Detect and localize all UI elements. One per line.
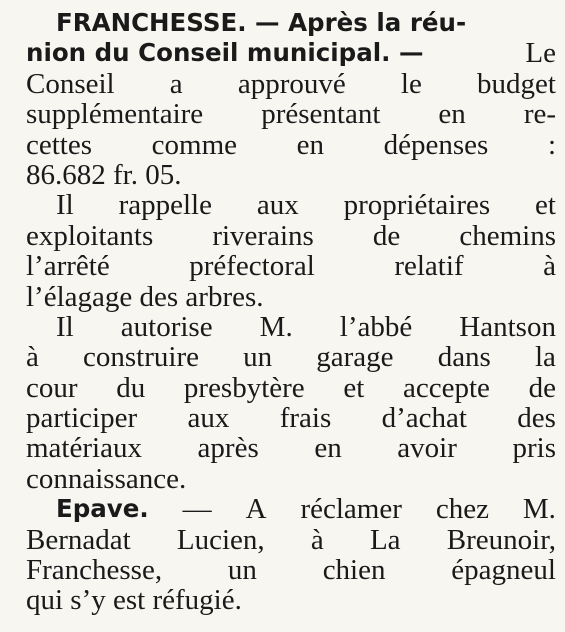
text-word: participer — [26, 402, 138, 435]
text-word: chemins — [459, 219, 556, 252]
text-word: rappelle — [118, 189, 212, 222]
text-word: propriétaires — [343, 189, 491, 222]
text-word: exploitants — [26, 219, 154, 252]
paragraph-4-line-4 — [26, 585, 556, 615]
paragraph-4-line-2 — [26, 525, 556, 555]
text-word: dépenses — [383, 128, 489, 161]
text-word: a — [169, 67, 183, 100]
text-word: garage — [316, 341, 394, 374]
paragraph-2-line-3 — [26, 251, 556, 281]
paragraph-1-line-3 — [26, 69, 556, 99]
paragraph-1-line-6 — [26, 160, 556, 190]
text-word: : — [547, 128, 556, 161]
article-column — [26, 8, 556, 616]
text-word: aux — [187, 402, 230, 435]
text-word: A — [245, 493, 267, 526]
text-word: comme — [151, 128, 237, 161]
text-word: de — [528, 371, 556, 404]
paragraph-1-line-5 — [26, 130, 556, 160]
paragraph-4-line-1 — [26, 494, 556, 524]
text-word: supplémentaire — [26, 98, 204, 131]
text-word: en — [314, 432, 342, 465]
text-word: Il — [56, 189, 74, 222]
text-word: budget — [477, 67, 556, 100]
text-word: M. — [522, 493, 556, 526]
text-word: du — [116, 371, 146, 404]
article-headline-line — [26, 8, 556, 38]
text-word: d’achat — [381, 402, 467, 435]
text-word: riverains — [212, 219, 314, 252]
text-word: chez — [435, 493, 489, 526]
text-word: pris — [512, 432, 556, 465]
paragraph-2-line-2 — [26, 221, 556, 251]
text-word: le — [400, 67, 422, 100]
text-word: re- — [523, 98, 556, 131]
text-word: Conseil — [26, 67, 115, 100]
text-word: autorise — [120, 310, 213, 343]
amount-text: 86.682 fr. 05. — [26, 158, 182, 191]
paragraph-1-line-4 — [26, 99, 556, 129]
paragraph-3-line-5 — [26, 433, 556, 463]
text-word: — — [182, 493, 212, 526]
text-word: construire — [83, 341, 199, 374]
text-word: à — [310, 523, 324, 556]
text-word: relatif — [394, 250, 464, 283]
paragraph-3-line-4 — [26, 403, 556, 433]
text-word: à — [26, 341, 39, 374]
text-word: Breunoir, — [446, 523, 556, 556]
text-word: en — [438, 98, 466, 131]
paragraph-3-line-2 — [26, 342, 556, 372]
paragraph-2-line-1 — [26, 190, 556, 220]
text-word: Hantson — [459, 310, 556, 343]
text-word: Lucien, — [176, 523, 265, 556]
paragraph-1-line-2 — [26, 38, 556, 68]
text-word: dans — [437, 341, 491, 374]
text-line: qui s’y est réfugié. — [26, 584, 242, 617]
text-word: frais — [279, 402, 332, 435]
text-word: et — [535, 189, 556, 222]
text-word: M. — [259, 310, 293, 343]
text-word: chien — [322, 554, 386, 587]
text-word: approuvé — [237, 67, 346, 100]
text-word: l’abbé — [339, 310, 413, 343]
text-line: l’élagage des arbres. — [26, 280, 264, 313]
headline-continuation: nion du Conseil municipal. — — [26, 38, 424, 68]
text-word: Il — [56, 310, 74, 343]
text-word: La — [369, 523, 401, 556]
headline-text: FRANCHESSE. — Après la réu- — [56, 8, 467, 37]
paragraph-3-line-3 — [26, 373, 556, 403]
text-word: l’arrêté — [26, 250, 110, 283]
text-word: présentant — [261, 98, 381, 131]
text-word: matériaux — [26, 432, 142, 465]
paragraph-4-line-3 — [26, 555, 556, 585]
text-word: Franchesse, — [26, 554, 163, 587]
text-line: connaissance. — [26, 462, 187, 495]
section-heading: Epave. — [56, 494, 149, 524]
text-word: cour — [26, 371, 78, 404]
text-word: Bernadat — [26, 523, 131, 556]
text-word: la — [535, 341, 556, 374]
text-word: cettes — [26, 128, 93, 161]
text-word: presbytère — [183, 371, 305, 404]
text-word: accepte — [403, 371, 490, 404]
text-word: et — [343, 371, 365, 404]
paragraph-2-line-4 — [26, 282, 556, 312]
text-word: un — [243, 341, 273, 374]
paragraph-3-line-6 — [26, 464, 556, 494]
text-word: des — [517, 402, 556, 435]
text-word: un — [227, 554, 257, 587]
text-word: réclamer — [300, 493, 402, 526]
text-word: épagneul — [451, 554, 556, 587]
text-word: avoir — [397, 432, 457, 465]
paragraph-3-line-1 — [26, 312, 556, 342]
text-word: aux — [256, 189, 299, 222]
text-word: préfectoral — [189, 250, 315, 283]
text-word: après — [197, 432, 259, 465]
text-word: Le — [525, 37, 556, 70]
text-word: à — [543, 250, 556, 283]
text-word: en — [296, 128, 324, 161]
text-word: de — [372, 219, 401, 252]
